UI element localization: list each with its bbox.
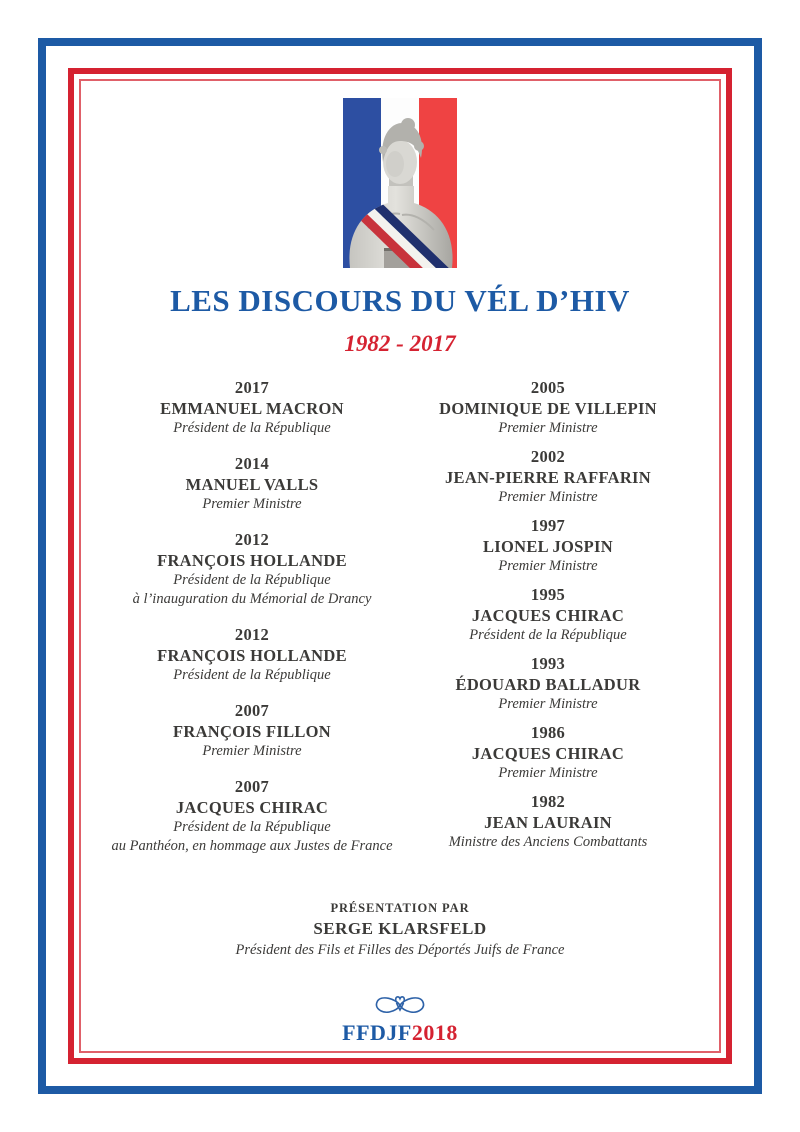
speech-name: JEAN LAURAIN — [484, 813, 612, 832]
speech-name: LIONEL JOSPIN — [483, 537, 613, 556]
speech-role: Premier Ministre — [498, 765, 598, 781]
speech-year: 2002 — [530, 447, 566, 466]
speech-entry — [449, 792, 648, 852]
speech-year: 1995 — [530, 585, 566, 604]
speech-year: 1997 — [530, 516, 566, 535]
speech-role: Premier Ministre — [202, 743, 302, 759]
speech-column-left — [112, 378, 392, 856]
speech-year: 1986 — [530, 723, 566, 742]
speech-role: Président de la République — [173, 420, 331, 436]
speech-role: Premier Ministre — [498, 696, 598, 712]
speech-role: Premier Ministre — [498, 489, 598, 505]
speech-role: Président de la République — [173, 819, 331, 835]
speech-name: JACQUES CHIRAC — [471, 744, 625, 763]
speech-note: au Panthéon, en hommage aux Justes de France — [111, 838, 393, 854]
presentation-block — [236, 900, 565, 961]
page-title: LES DISCOURS DU VÉL D’HIV — [170, 283, 630, 318]
speech-note: à l’inauguration du Mémorial de Drancy — [132, 591, 372, 607]
speech-year: 2007 — [234, 701, 270, 720]
speech-columns — [112, 378, 688, 856]
speech-year: 2012 — [234, 625, 270, 644]
speech-name: FRANÇOIS HOLLANDE — [157, 646, 347, 665]
speech-role: Ministre des Anciens Combattants — [448, 834, 648, 850]
speech-year: 2017 — [234, 378, 270, 397]
speech-entry — [157, 625, 347, 685]
speech-name: MANUEL VALLS — [185, 475, 319, 494]
speech-name: FRANÇOIS HOLLANDE — [157, 551, 347, 570]
speech-year: 2014 — [234, 454, 270, 473]
speech-year: 1982 — [530, 792, 566, 811]
speech-name: FRANÇOIS FILLON — [172, 722, 332, 741]
speech-entry — [133, 530, 372, 609]
speech-entry — [439, 378, 657, 438]
speech-year: 2012 — [234, 530, 270, 549]
speech-entry — [456, 654, 641, 714]
speech-role: Président de la République — [469, 627, 627, 643]
page-subtitle: 1982 - 2017 — [344, 331, 456, 356]
presenter-name: SERGE KLARSFELD — [313, 919, 487, 938]
speech-entry — [160, 378, 344, 438]
speech-name: JEAN-PIERRE RAFFARIN — [445, 468, 651, 487]
speech-role: Premier Ministre — [498, 558, 598, 574]
ffdjf-logo-red-text: 2018 — [411, 1020, 458, 1045]
speech-entry — [173, 701, 331, 761]
marianne-emblem — [334, 98, 466, 268]
ffdjf-logo-blue-text: FFDJF — [342, 1020, 412, 1045]
speech-role: Premier Ministre — [202, 496, 302, 512]
speech-role: Président de la République — [173, 667, 331, 683]
speech-entry — [472, 723, 624, 783]
presenter-title: Président des Fils et Filles des Déportés Juifs de France — [235, 942, 565, 958]
presentation-label: PRÉSENTATION PAR — [330, 901, 470, 915]
speech-year: 2005 — [530, 378, 566, 397]
speech-entry — [445, 447, 651, 507]
speech-name: EMMANUEL MACRON — [160, 399, 344, 418]
speech-name: JACQUES CHIRAC — [175, 798, 329, 817]
speech-entry — [111, 777, 392, 856]
speech-entry — [469, 585, 626, 645]
speech-year: 1993 — [530, 654, 566, 673]
page-content — [82, 82, 718, 1050]
speech-name: JACQUES CHIRAC — [471, 606, 625, 625]
speech-entry — [186, 454, 319, 514]
speech-year: 2007 — [234, 777, 270, 796]
speech-role: Premier Ministre — [498, 420, 598, 436]
speech-entry — [483, 516, 613, 576]
ffdjf-logo — [342, 1021, 458, 1045]
speech-name: ÉDOUARD BALLADUR — [455, 675, 641, 694]
speech-name: DOMINIQUE DE VILLEPIN — [439, 399, 657, 418]
infinity-flourish-icon — [372, 991, 428, 1017]
speech-role: Président de la République — [173, 572, 331, 588]
speech-column-right — [408, 378, 688, 852]
marianne-bust-image — [334, 116, 466, 268]
